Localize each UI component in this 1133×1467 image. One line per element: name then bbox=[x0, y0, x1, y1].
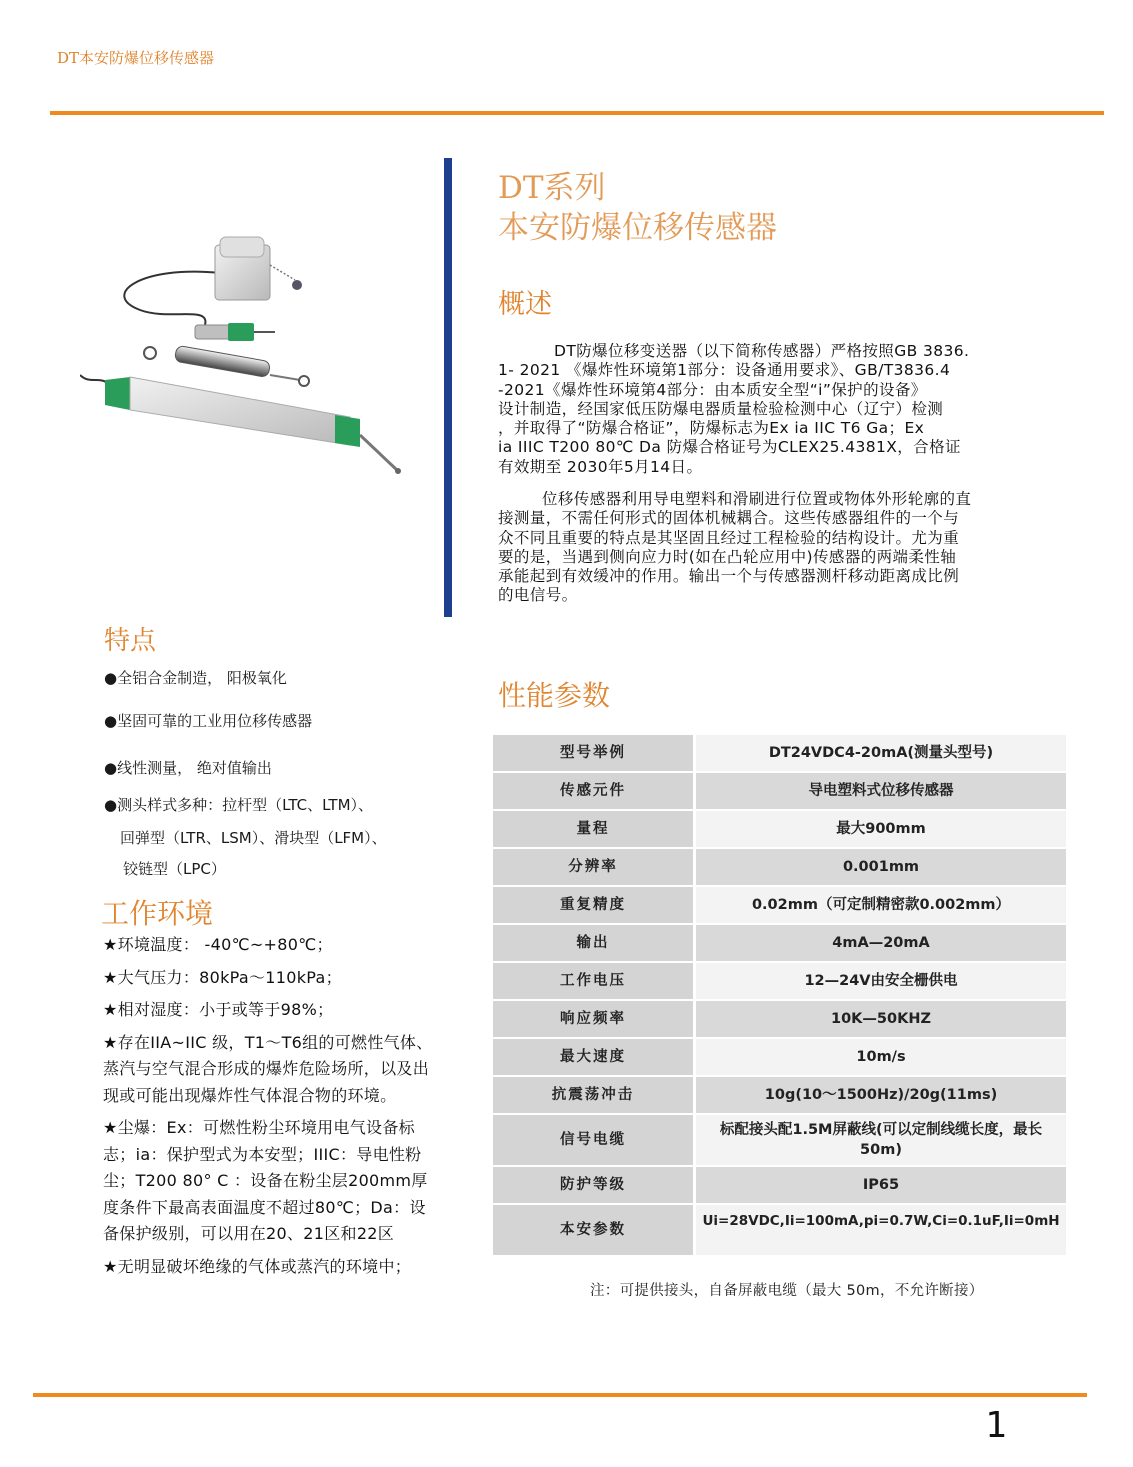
param-value: 10m/s bbox=[693, 1039, 1066, 1075]
product-title bbox=[498, 168, 777, 248]
table-row bbox=[493, 963, 1066, 999]
feature-item: 回弹型（LTR、LSM）、滑块型（LFM）、 bbox=[120, 829, 387, 847]
environment-item: ★无明显破坏绝缘的气体或蒸汽的环境中； bbox=[103, 1256, 412, 1276]
table-row bbox=[493, 1077, 1066, 1113]
overview-paragraph-1 bbox=[498, 342, 1068, 477]
overview-line: 众不同且重要的特点是其坚固且经过工程检验的结构设计。尤为重 bbox=[498, 528, 960, 547]
overview-line: ia IIIC T200 80℃ Da 防爆合格证号为CLEX25.4381X，合格证 bbox=[498, 438, 961, 457]
param-label: 信号电缆 bbox=[493, 1115, 693, 1165]
environment-item: ★环境温度： -40℃~+80℃； bbox=[103, 935, 333, 954]
small-rod-sensor-image bbox=[195, 323, 275, 341]
param-label: 最大速度 bbox=[493, 1039, 693, 1075]
table-row bbox=[493, 773, 1066, 809]
overview-line: 的电信号。 bbox=[498, 586, 578, 605]
table-row bbox=[493, 1001, 1066, 1037]
params-heading: 性能参数 bbox=[498, 679, 611, 712]
param-value: IP65 bbox=[693, 1167, 1066, 1203]
param-value: 4mA—20mA bbox=[693, 925, 1066, 961]
feature-item: 铰链型（LPC） bbox=[123, 860, 226, 878]
overview-line: DT防爆位移变送器（以下简称传感器）严格按照GB 3836. bbox=[554, 342, 970, 360]
overview-line: 1- 2021 《爆炸性环境第1部分：设备通用要求》、GB/T3836.4 bbox=[498, 361, 951, 380]
table-row bbox=[493, 735, 1066, 771]
param-label: 型号举例 bbox=[493, 735, 693, 771]
table-row bbox=[493, 1205, 1066, 1255]
environment-item: ★存在IIA~IIC 级，T1～T6组的可燃性气体、蒸汽与空气混合形成的爆炸危险场所，以及出现或可能出现爆炸性气体混合物的环境。 bbox=[103, 1032, 433, 1105]
table-row bbox=[493, 887, 1066, 923]
param-value: 10K—50KHZ bbox=[693, 1001, 1066, 1037]
accent-vertical-bar bbox=[444, 158, 452, 617]
param-label: 抗震荡冲击 bbox=[493, 1077, 693, 1113]
table-row bbox=[493, 1039, 1066, 1075]
product-photo bbox=[80, 225, 410, 485]
overview-line: 承能起到有效缓冲的作用。输出一个与传感器测杆移动距离成比例 bbox=[498, 567, 960, 586]
top-rule bbox=[50, 111, 1104, 115]
feature-item: ●测头样式多种：拉杆型（LTC、LTM）、 bbox=[104, 796, 374, 814]
environment-item: ★相对湿度：小于或等于98%； bbox=[103, 1000, 334, 1019]
table-row bbox=[493, 925, 1066, 961]
header-title: DT本安防爆位移传感器 bbox=[57, 49, 215, 67]
param-label: 传感元件 bbox=[493, 773, 693, 809]
overview-line: 位移传感器利用导电塑料和滑刷进行位置或物体外形轮廓的直 bbox=[542, 490, 972, 508]
overview-line: 要的是，当遇到侧向应力时(如在凸轮应用中)传感器的两端柔性轴 bbox=[498, 547, 957, 566]
param-value: 10g(10～1500Hz)/20g(11ms) bbox=[693, 1077, 1066, 1113]
feature-item: ●坚固可靠的工业用位移传感器 bbox=[104, 712, 313, 730]
param-value: 最大900mm bbox=[693, 811, 1066, 847]
param-label: 工作电压 bbox=[493, 963, 693, 999]
bottom-rule bbox=[33, 1393, 1087, 1397]
overview-line: 有效期至 2030年5月14日。 bbox=[498, 457, 703, 476]
param-label: 分辨率 bbox=[493, 849, 693, 885]
table-row bbox=[493, 1167, 1066, 1203]
product-name: 本安防爆位移传感器 bbox=[498, 210, 777, 246]
param-label: 重复精度 bbox=[493, 887, 693, 923]
param-value: 标配接头配1.5M屏蔽线(可以定制线缆长度，最长50m) bbox=[693, 1115, 1066, 1165]
params-table bbox=[493, 733, 1066, 1257]
draw-wire-sensor-image bbox=[124, 237, 302, 325]
overview-line: -2021《爆炸性环境第4部分：由本质安全型“i”保护的设备》 bbox=[498, 380, 927, 399]
environment-heading: 工作环境 bbox=[101, 897, 214, 930]
param-value: DT24VDC4-20mA(测量头型号) bbox=[693, 735, 1066, 771]
param-label: 本安参数 bbox=[493, 1205, 693, 1255]
overview-line: ，并取得了“防爆合格证”，防爆标志为Ex ia IIC T6 Ga；Ex bbox=[498, 419, 925, 438]
table-row bbox=[493, 849, 1066, 885]
feature-item: ●全铝合金制造， 阳极氧化 bbox=[104, 669, 287, 687]
overview-heading: 概述 bbox=[498, 289, 552, 320]
table-row bbox=[493, 811, 1066, 847]
features-heading: 特点 bbox=[104, 626, 157, 656]
param-label: 响应频率 bbox=[493, 1001, 693, 1037]
param-value: 0.02mm（可定制精密款0.002mm） bbox=[693, 887, 1066, 923]
param-value: 导电塑料式位移传感器 bbox=[693, 773, 1066, 809]
param-value: Ui=28VDC,Ii=100mA,pi=0.7W,Ci=0.1uF,Ii=0mH bbox=[693, 1205, 1066, 1255]
overview-line: 接测量，不需任何形式的固体机械耦合。这些传感器组件的一个与 bbox=[498, 509, 960, 528]
param-label: 防护等级 bbox=[493, 1167, 693, 1203]
product-series: DT系列 bbox=[498, 170, 606, 206]
params-note: 注：可提供接头，自备屏蔽电缆（最大 50m，不允许断接） bbox=[590, 1283, 984, 1299]
param-label: 量程 bbox=[493, 811, 693, 847]
mid-rod-sensor-image bbox=[144, 345, 309, 386]
feature-item: ●线性测量， 绝对值输出 bbox=[104, 759, 272, 777]
param-label: 输出 bbox=[493, 925, 693, 961]
environment-item: ★大气压力：80kPa～110kPa； bbox=[103, 967, 342, 987]
environment-item: ★尘爆：Ex：可燃性粉尘环境用电气设备标志；ia：保护型式为本安型；IIIC：导电性粉尘；T200 80° C ：设备在粉尘层200mm厚度条件下最高表面温度不超过80℃；Da：设备保护级别，可以用在20、21区和22区 bbox=[103, 1118, 428, 1243]
param-value: 0.001mm bbox=[693, 849, 1066, 885]
table-row bbox=[493, 1115, 1066, 1165]
page-number: 1 bbox=[985, 1405, 1007, 1446]
long-linear-sensor-image bbox=[80, 375, 401, 474]
overview-paragraph-2 bbox=[498, 490, 1073, 606]
param-value: 12—24V由安全栅供电 bbox=[693, 963, 1066, 999]
environment-list bbox=[103, 932, 438, 1286]
overview-line: 设计制造，经国家低压防爆电器质量检验检测中心（辽宁）检测 bbox=[498, 399, 944, 418]
